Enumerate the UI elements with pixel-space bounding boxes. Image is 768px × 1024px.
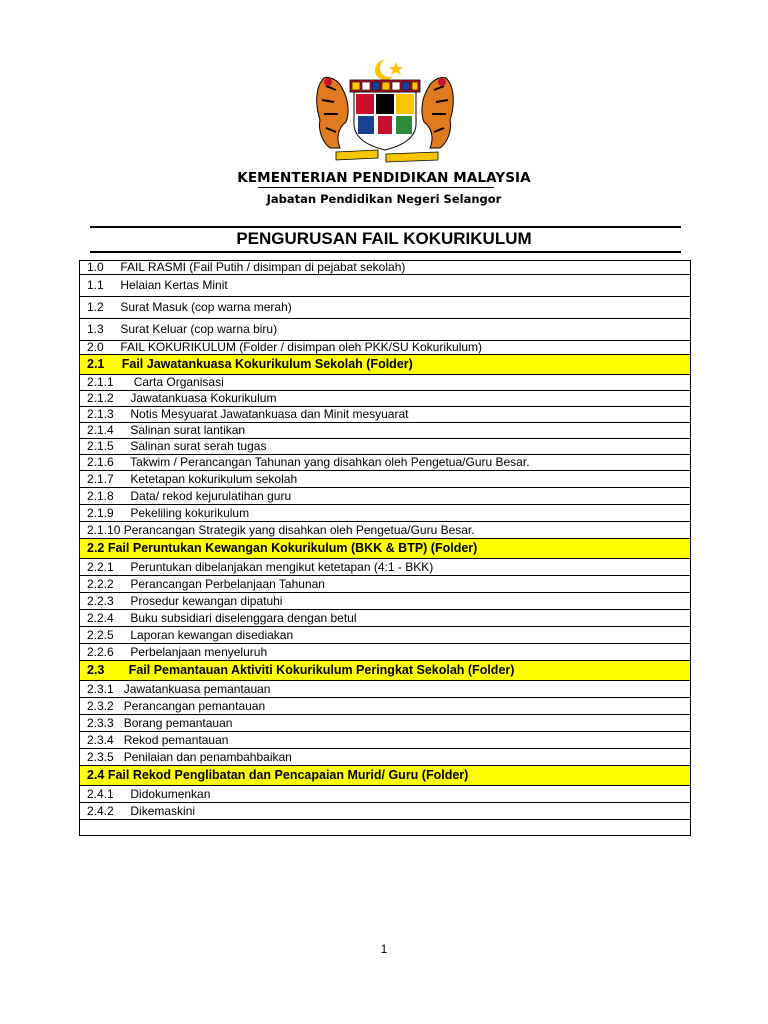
table-row [80, 732, 691, 749]
table-row [80, 749, 691, 766]
row-text: 2.4 Fail Rekod Penglibatan dan Pencapaian Murid/ Guru (Folder) [80, 766, 691, 786]
table-row [80, 559, 691, 576]
section-row [80, 341, 691, 355]
subsection-row [80, 355, 691, 375]
table-row [80, 375, 691, 391]
row-text: 2.1.2 Jawatankuasa Kokurikulum [80, 391, 691, 407]
row-text: 2.1.10 Perancangan Strategik yang disahkan oleh Pengetua/Guru Besar. [80, 522, 691, 539]
page-number: 1 [380, 942, 388, 956]
table-row [80, 297, 691, 319]
file-list-table [79, 260, 691, 836]
table-row [80, 627, 691, 644]
row-text: 1.0 FAIL RASMI (Fail Putih / disimpan di pejabat sekolah) [80, 261, 691, 275]
row-text: 2.1.3 Notis Mesyuarat Jawatankuasa dan Minit mesyuarat [80, 407, 691, 423]
department-name: Jabatan Pendidikan Negeri Selangor [266, 192, 502, 206]
table-row [80, 488, 691, 505]
table-row [80, 681, 691, 698]
table-row [80, 407, 691, 423]
row-text: 2.1.4 Salinan surat lantikan [80, 423, 691, 439]
row-text [80, 820, 691, 836]
row-text: 2.1.1 Carta Organisasi [80, 375, 691, 391]
row-text: 2.0 FAIL KOKURIKULUM (Folder / disimpan oleh PKK/SU Kokurikulum) [80, 341, 691, 355]
coat-of-arms-logo [306, 58, 464, 170]
row-text: 2.2.6 Perbelanjaan menyeluruh [80, 644, 691, 661]
row-text: 1.2 Surat Masuk (cop warna merah) [80, 297, 691, 319]
subsection-row [80, 539, 691, 559]
row-text: 2.4.1 Didokumenkan [80, 786, 691, 803]
row-text: 2.1.6 Takwim / Perancangan Tahunan yang disahkan oleh Pengetua/Guru Besar. [80, 455, 691, 471]
table-row [80, 522, 691, 539]
row-text: 1.1 Helaian Kertas Minit [80, 275, 691, 297]
table-row [80, 275, 691, 297]
table-row [80, 391, 691, 407]
row-text: 2.2.1 Peruntukan dibelanjakan mengikut ketetapan (4:1 - BKK) [80, 559, 691, 576]
row-text: 2.3 Fail Pemantauan Aktiviti Kokurikulum Peringkat Sekolah (Folder) [80, 661, 691, 681]
row-text: 2.3.1 Jawatankuasa pemantauan [80, 681, 691, 698]
table-row [80, 423, 691, 439]
row-text: 2.3.3 Borang pemantauan [80, 715, 691, 732]
row-text: 2.4.2 Dikemaskini [80, 803, 691, 820]
row-text: 2.2 Fail Peruntukan Kewangan Kokurikulum (BKK & BTP) (Folder) [80, 539, 691, 559]
subsection-row [80, 661, 691, 681]
row-text: 2.2.2 Perancangan Perbelanjaan Tahunan [80, 576, 691, 593]
table-row [80, 319, 691, 341]
table-row [80, 698, 691, 715]
table-row [80, 439, 691, 455]
table-row [80, 610, 691, 627]
document-title: PENGURUSAN FAIL KOKURIKULUM [236, 229, 532, 248]
row-text: 2.1.9 Pekeliling kokurikulum [80, 505, 691, 522]
ministry-name: KEMENTERIAN PENDIDIKAN MALAYSIA [237, 170, 531, 186]
subsection-row [80, 766, 691, 786]
row-text: 2.2.5 Laporan kewangan disediakan [80, 627, 691, 644]
table-row [80, 471, 691, 488]
table-row [80, 820, 691, 836]
row-text: 2.1.5 Salinan surat serah tugas [80, 439, 691, 455]
table-row [80, 593, 691, 610]
table-row [80, 715, 691, 732]
row-text: 2.1.7 Ketetapan kokurikulum sekolah [80, 471, 691, 488]
table-row [80, 644, 691, 661]
table-row [80, 786, 691, 803]
table-row [80, 576, 691, 593]
row-text: 2.3.5 Penilaian dan penambahbaikan [80, 749, 691, 766]
section-row [80, 261, 691, 275]
title-top-rule [90, 226, 681, 228]
table-row [80, 455, 691, 471]
row-text: 1.3 Surat Keluar (cop warna biru) [80, 319, 691, 341]
ministry-divider [258, 187, 494, 188]
table-row [80, 505, 691, 522]
row-text: 2.1 Fail Jawatankuasa Kokurikulum Sekolah (Folder) [80, 355, 691, 375]
row-text: 2.3.4 Rekod pemantauan [80, 732, 691, 749]
row-text: 2.1.8 Data/ rekod kejurulatihan guru [80, 488, 691, 505]
row-text: 2.3.2 Perancangan pemantauan [80, 698, 691, 715]
table-row [80, 803, 691, 820]
title-bottom-rule [90, 251, 681, 253]
row-text: 2.2.3 Prosedur kewangan dipatuhi [80, 593, 691, 610]
row-text: 2.2.4 Buku subsidiari diselenggara dengan betul [80, 610, 691, 627]
